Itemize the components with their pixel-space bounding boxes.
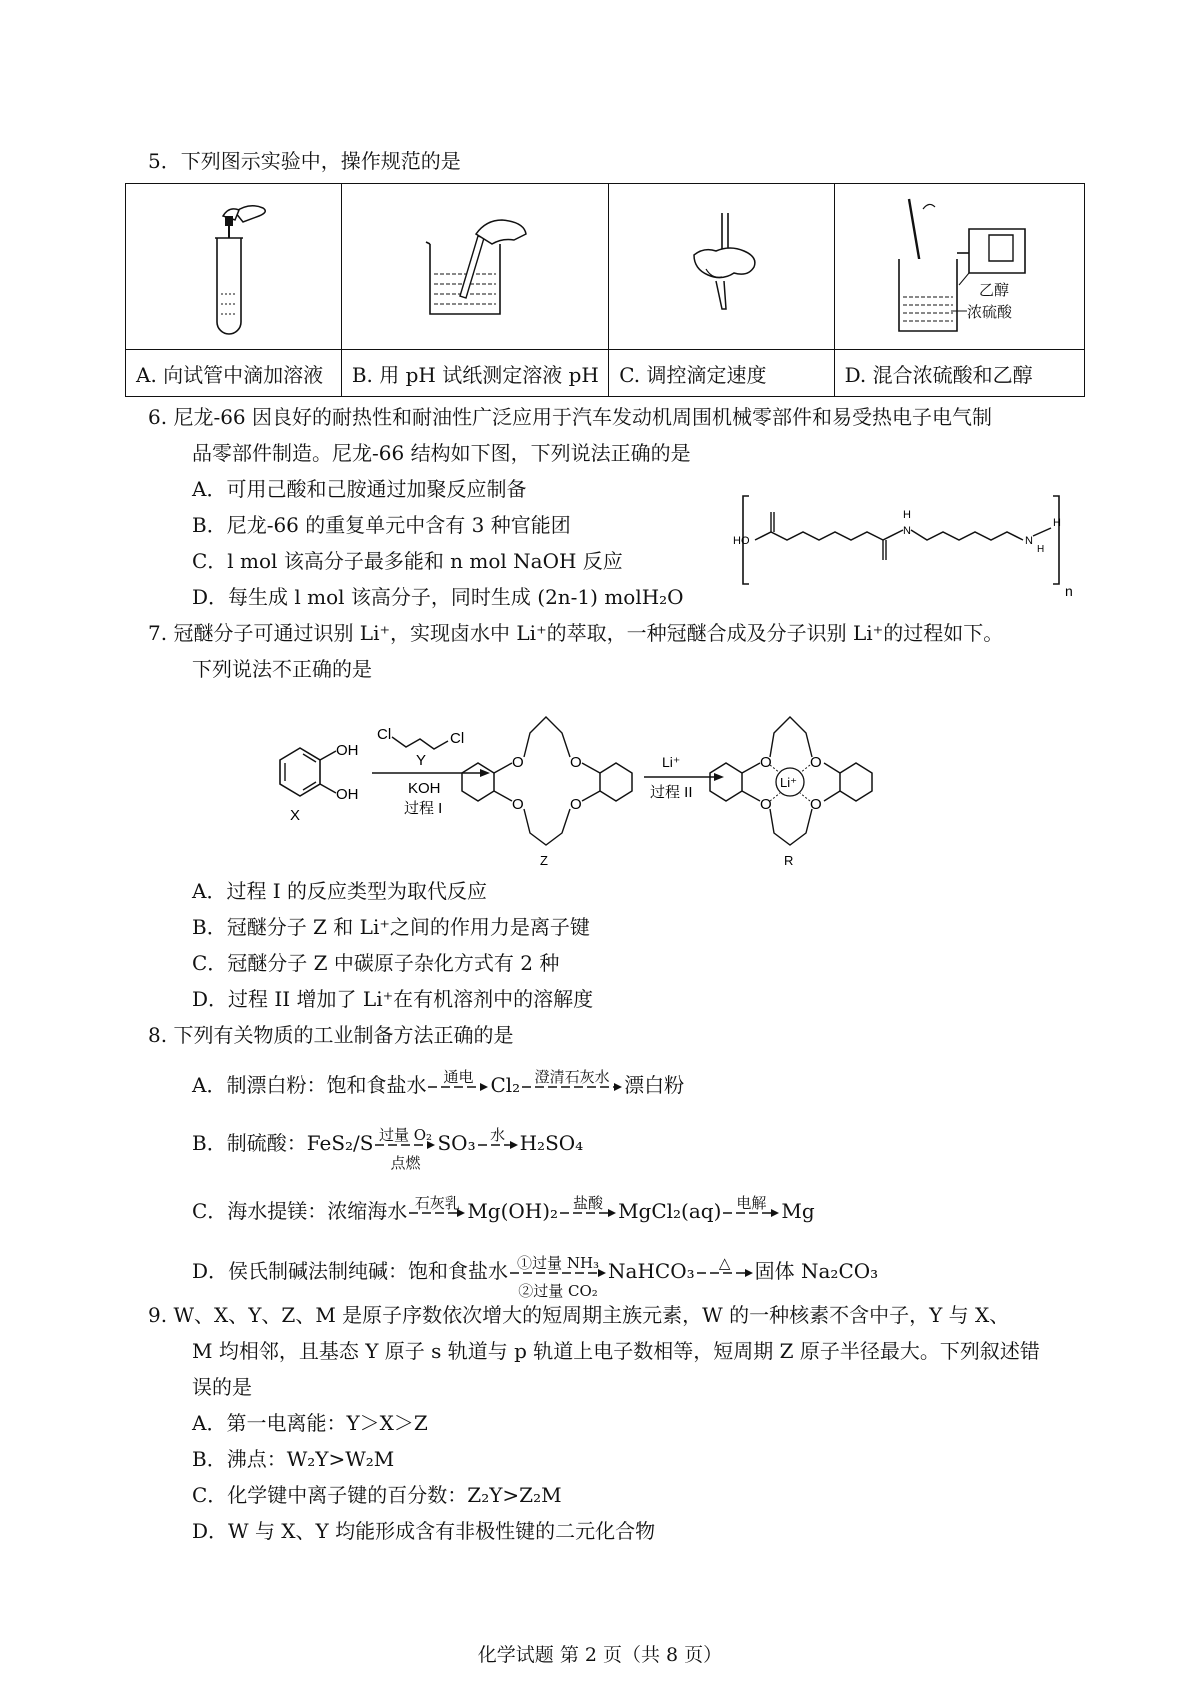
o-label-3: O [512,796,524,813]
q5-image-b [341,184,608,350]
q8-d-arrow-2 [697,1253,753,1278]
process-1-arrow [372,726,490,817]
q8-d-cond-1-below: ②过量 CO₂ [518,1281,598,1300]
li-center-label: Li⁺ [780,775,797,790]
q8-b-prefix: B．制硫酸：FeS₂/S [192,1131,374,1155]
page-footer: 化学试题 第 2 页（共 8 页） [477,1644,723,1666]
q6-option-c: C．l mol 该高分子最多能和 n mol NaOH 反应 [192,549,623,573]
q8-a-product: 漂白粉 [624,1073,685,1097]
q8-b-intermediate: SO₃ [437,1131,476,1155]
compound-x-label: X [290,807,301,824]
q8-option-b [192,1125,584,1172]
q7-option-b: B．冠醚分子 Z 和 Li⁺之间的作用力是离子键 [192,915,590,939]
q5-option-a: A. 向试管中滴加溶液 [126,350,342,397]
q9-option-d: D．W 与 X、Y 均能形成含有非极性键的二元化合物 [192,1519,656,1543]
q7-option-c: C．冠醚分子 Z 中碳原子杂化方式有 2 种 [192,951,560,975]
compound-r-label: R [784,853,794,868]
acid-label: 浓硫酸 [967,303,1013,321]
r-o-label-4: O [810,796,822,813]
q7-option-d: D．过程 II 增加了 Li⁺在有机溶剂中的溶解度 [192,987,594,1011]
q6-stem-line1: 6. 尼龙-66 因良好的耐热性和耐油性广泛应用于汽车发动机周围机械零部件和易受热电子电气制 [148,405,993,429]
q6-option-b: B．尼龙-66 的重复单元中含有 3 种官能团 [192,513,571,537]
q8-c-cond-2: 盐酸 [573,1193,604,1212]
oh-top-label: OH [336,742,359,759]
q8-b-cond-1: 过量 O₂ [378,1125,433,1144]
q8-d-cond-1: ①过量 NH₃ [517,1253,600,1272]
q8-c-product: Mg [781,1199,815,1223]
q8-a-cond-2: 澄清石灰水 [534,1067,610,1086]
compound-x-structure [280,742,359,824]
r-o-label-3: O [760,796,772,813]
ethanol-label: 乙醇 [979,281,1010,299]
q8-a-cond-1: 通电 [443,1067,474,1086]
q5-option-d: D. 混合浓硫酸和乙醇 [834,350,1084,397]
cl-left-label: Cl [377,726,392,743]
ho-label: HO [733,535,750,547]
q8-b-arrow-1 [375,1125,435,1172]
test-tube-dropper-illustration [173,194,293,334]
burette-titration-illustration [676,209,766,319]
repeat-n-label: n [1065,583,1073,599]
q9-stem-line3: 误的是 [192,1375,252,1399]
cl-right-label: Cl [450,730,465,747]
q8-b-cond-2: 水 [490,1125,506,1144]
compound-z-structure [462,717,632,868]
nh-n-label: N [903,525,911,537]
q8-option-c [192,1193,815,1226]
q5-image-a [126,184,342,350]
compound-z-label: Z [540,853,548,868]
end-n-label: N [1025,535,1033,547]
q8-c-arrow-2 [560,1193,616,1218]
q8-a-arrow-1 [428,1067,488,1092]
q8-d-product: 固体 Na₂CO₃ [754,1259,879,1283]
li-reagent-label: Li⁺ [662,754,681,770]
process-2-label: 过程 II [650,784,693,801]
q5-option-b: B. 用 pH 试纸测定溶液 pH [341,350,608,397]
q9-option-c: C．化学键中离子键的百分数：Z₂Y>Z₂M [192,1483,562,1507]
q8-d-arrow-1 [510,1253,606,1300]
q8-d-intermediate: NaHCO₃ [608,1259,695,1283]
q5-stem: 5．下列图示实验中，操作规范的是 [148,149,461,173]
q8-a-intermediate: Cl₂ [490,1073,521,1097]
q8-d-cond-2: △ [718,1253,731,1272]
end-h-below-label: H [1037,544,1045,555]
q5-image-c [609,184,834,350]
o-label-1: O [512,754,524,771]
nh-h-label: H [903,509,911,521]
q9-option-b: B．沸点：W₂Y>W₂M [192,1447,395,1471]
reagent-y-label: Y [416,752,427,769]
q7-option-a: A．过程 I 的反应类型为取代反应 [192,879,488,903]
r-o-label-2: O [810,754,822,771]
compound-r-structure [710,717,872,868]
mixing-acid-ethanol-illustration [859,189,1059,339]
q6-option-a: A．可用己酸和己胺通过加聚反应制备 [192,477,527,501]
q7-stem-line2: 下列说法不正确的是 [192,657,372,681]
o-label-4: O [570,796,582,813]
q8-c-cond-1: 石灰乳 [414,1193,460,1212]
q8-c-cond-3: 电解 [736,1193,767,1212]
q9-option-a: A．第一电离能：Y＞X＞Z [192,1411,428,1435]
q8-stem: 8. 下列有关物质的工业制备方法正确的是 [148,1023,514,1047]
q5-options-table [125,183,1085,397]
q8-option-d [192,1253,879,1300]
q8-a-arrow-2 [522,1067,622,1092]
process-2-arrow [644,754,724,801]
end-h-label: H [1053,517,1061,529]
q8-b-product: H₂SO₄ [519,1131,584,1155]
q8-c-intermediate-2: MgCl₂(aq) [618,1199,722,1223]
koh-label: KOH [408,780,441,797]
q6-option-d: D．每生成 l mol 该高分子，同时生成 (2n-1) molH₂O [192,585,684,609]
q8-d-prefix: D．侯氏制碱法制纯碱：饱和食盐水 [192,1259,509,1283]
q8-c-arrow-1 [409,1193,465,1218]
q9-stem-line1: 9. W、X、Y、Z、M 是原子序数依次增大的短周期主族元素，W 的一种核素不含中子，Y 与 X、 [148,1303,1010,1327]
crown-ether-scheme [240,705,960,868]
q8-a-prefix: A．制漂白粉：饱和食盐水 [192,1073,427,1097]
q6-stem-line2: 品零部件制造。尼龙-66 结构如下图，下列说法正确的是 [192,441,691,465]
q8-c-prefix: C．海水提镁：浓缩海水 [192,1199,408,1223]
q8-c-arrow-3 [723,1193,779,1218]
q7-stem-line1: 7. 冠醚分子可通过识别 Li⁺，实现卤水中 Li⁺的萃取，一种冠醚合成及分子识别 Li⁺的过程如下。 [148,621,1004,645]
q8-b-cond-1-below: 点燃 [390,1153,421,1172]
q8-option-a [192,1067,685,1100]
q9-stem-line2: M 均相邻，且基态 Y 原子 s 轨道与 p 轨道上电子数相等，短周期 Z 原子半径最大。下列叙述错 [192,1339,1040,1363]
r-o-label-1: O [760,754,772,771]
nylon-66-structure [715,490,1085,600]
beaker-ph-paper-illustration [410,204,540,324]
oh-bottom-label: OH [336,786,359,803]
o-label-2: O [570,754,582,771]
q8-c-intermediate-1: Mg(OH)₂ [467,1199,559,1223]
q5-image-d [834,184,1084,350]
q8-b-arrow-2 [478,1125,518,1150]
q5-option-c: C. 调控滴定速度 [609,350,834,397]
process-1-label: 过程 I [404,800,443,817]
